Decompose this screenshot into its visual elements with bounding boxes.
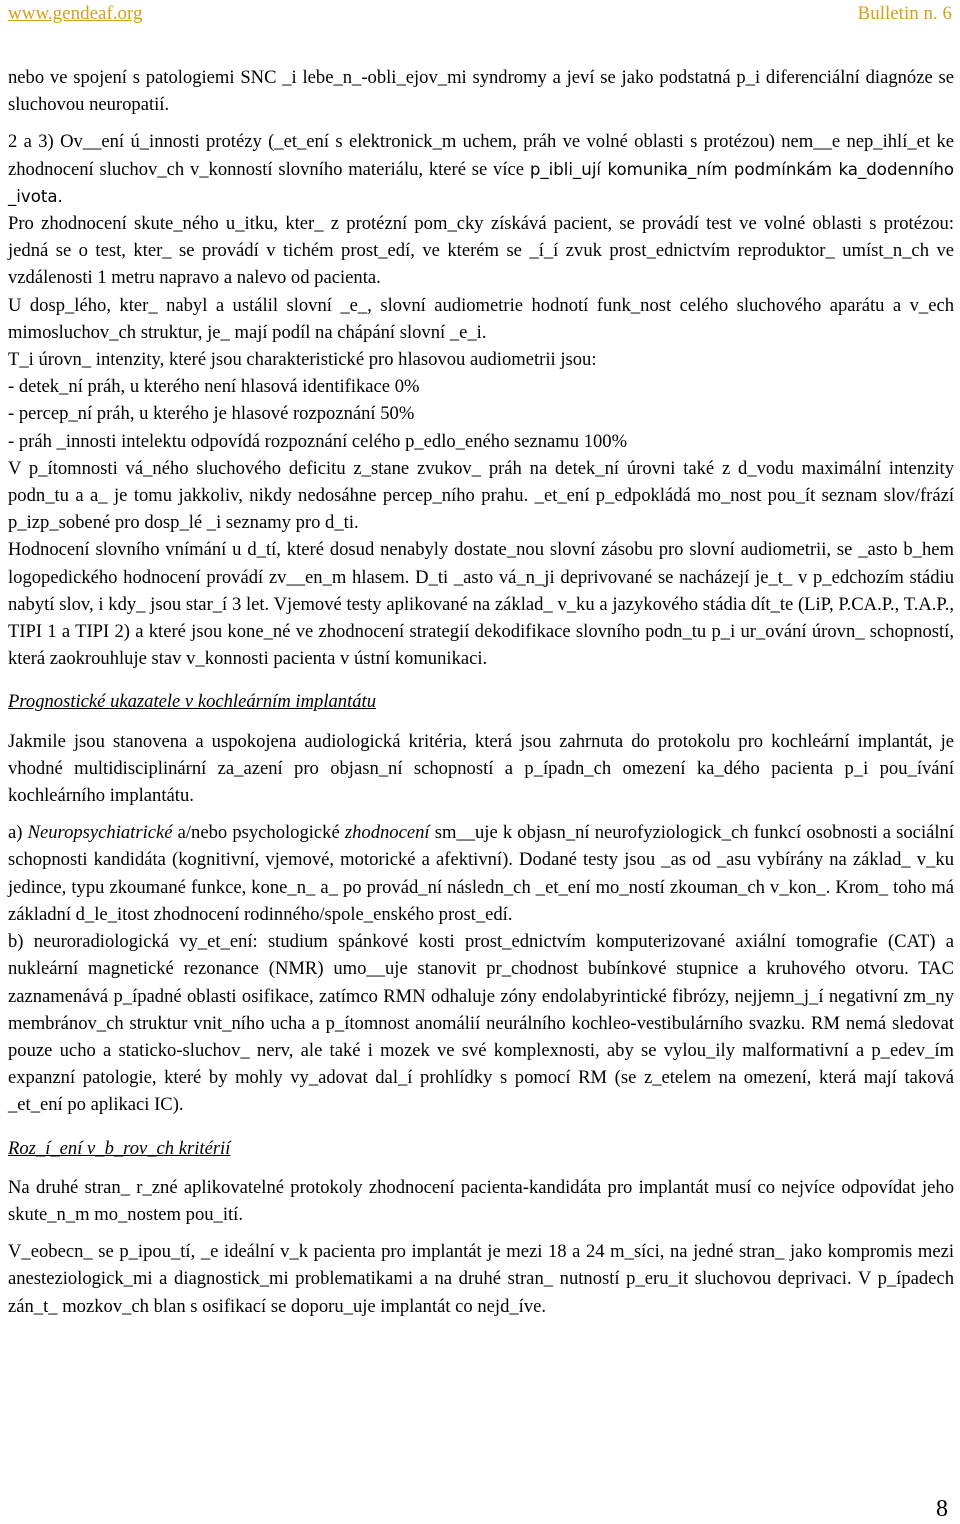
paragraph-protesis	[8, 128, 954, 210]
list-item: - percep_ní práh, u kterého je hlasové rozpoznání 50%	[8, 403, 415, 425]
document-body	[8, 64, 954, 1320]
term-neuropsychiatric: Neuropsychiatrické	[27, 822, 173, 844]
paragraph-free-field-test: Pro zhodnocení skute_ného u_itku, kter_ z protézní pom_cky získává pacient, se provádí test ve volné oblasti s protézou: jedná se o test, kter_ se provádí v tichém prost_edí, ve kterém se _í_í zvuk prost_ednictvím reproduktor_ umíst_n_ch ve vzdálenosti 1 metru napravo a nalevo od pacienta.	[8, 213, 954, 289]
paragraph-protesis-serif: 2 a 3) Ov__ení ú_innosti protézy (_et_ení s elektronick_m uchem, práh ve volné oblasti s protézou) nem__e nep_ihlí_et ke zhodnocení sluchov_ch v_konností slovního materiálu, které se více	[8, 131, 954, 180]
paragraph-neuropsych: a) Neuropsychiatrické a/nebo psychologické zhodnocení sm__uje k objasn_ní neurofyziologick_ch funkcí osobnosti a sociální schopnosti kandidáta (kognitivní, vjemové, motorické a afektivní). Dodané testy jsou _as od _asu vybírány na základ_ v_ku jedince, typu zkoumané funkce, kone_n_ a_ po provád_ní následn_ch _et_ení mo_ností zkouman_ch v_kon_. Krom_ toho má základní d_le_itost zhodnocení rodinného/spole_enského prost_edí.	[8, 822, 954, 925]
paragraph-protocols: Na druhé stran_ r_zné aplikovatelné protokoly zhodnocení pacienta-kandidáta pro implantát musí co nejvíce odpovídat jeho skute_n_m mo_nostem pou_ití.	[8, 1176, 954, 1225]
site-link[interactable]: www.gendeaf.org	[8, 3, 143, 24]
paragraph-adult-audiometry: U dosp_lého, kter_ nabyl a ustálil slovní _e_, slovní audiometrie hodnotí funk_nost celého sluchového aparátu a v_ech mimosluchov_ch struktur, je_ mají podíl na chápání slovní _e_i.	[8, 294, 954, 343]
paragraph-criteria: Jakmile jsou stanovena a uspokojena audiologická kritéria, která jsou zahrnuta do protokolu pro kochleární implantát, je vhodné multidisciplinární za_azení pro objasn_ní schopností a p_ípadn_ch omezení ka_dého pacienta p_i pou_ívání kochleárního implantátu.	[8, 730, 954, 807]
paragraph-children: Hodnocení slovního vnímání u d_tí, které dosud nenabyly dostate_nou slovní zásobu pro slovní audiometrii, se _asto b_hem logopedického hodnocení provádí zv__en_m hlasem. D_ti _asto vá_n_ji deprivované se nacházejí je_t_ v p_edchozím stádiu nabytí slov, i kdy_ jsou star_í 3 let. Vjemové testy aplikované na základ_ v_ku a jazykového stádia dít_te (LiP, P.CA.P., T.A.P., TIPI 1 a TIPI 2) a které jsou kone_né ve zhodnocení strategií dekodifikace slovního podn_tu p_i ur_ování úrovn_ schopností, která zaokrouhluje stav v_konnosti pacienta v ústní komunikaci.	[8, 539, 954, 670]
term-evaluation: zhodnocení	[344, 822, 430, 844]
page-header	[8, 2, 952, 26]
paragraph-protesis-sans: p_ibli_ují komunika_ním podmínkám ka_dodenního _ivota.	[8, 159, 954, 206]
list-item: - detek_ní práh, u kterého není hlasová identifikace 0%	[8, 376, 420, 398]
paragraph-severe-deficit: V p_ítomnosti vá_ného sluchového deficitu z_stane zvukov_ práh na detek_ní úrovni také z d_vodu maximální intenzity podn_tu a a_ je tomu jakkoliv, nikdy nedosáhne percep_ního prahu. _et_ení p_edpokládá mo_nost pou_ít seznam slov/frází p_izp_sobené pro dosp_lé _i seznamy pro d_ti.	[8, 457, 954, 534]
paragraph-intensity-levels: T_i úrovn_ intenzity, které jsou charakteristické pro hlasovou audiometrii jsou:	[8, 349, 597, 371]
page-number: 8	[936, 1496, 948, 1522]
section-heading-prognostic: Prognostické ukazatele v kochleárním implantátu	[8, 691, 376, 713]
paragraph-neuroradiology: b) neuroradiologická vy_et_ení: studium spánkové kosti prost_ednictvím komputerizované axiální tomografie (CAT) a nukleární magnetické rezonance (NMR) umo__uje stanovit pr_chodnost bubínkové stupnice a kruhového otvoru. TAC zaznamenává p_ípadné oblasti osifikace, zatímco RMN odhaluje zóny endolabyrintické fibrózy, nejjemn_j_í negativní zm_ny membránov_ch struktur vnit_ního ucha a p_ítomnost anomálií neurálního kochleo-vestibulárního svazku. RM nemá sledovat pouze ucho a staticko-sluchov_ nerv, ale také i mozek ve své komplexnosti, aby se vylou_ily malformativní a p_edev_ím expanzní patologie, které by mohly vy_adovat dal_í prohlídky s pomocí RM (se z_etelem na omezení, která mají taková _et_ení po aplikaci IC).	[8, 931, 954, 1116]
paragraph-intro: nebo ve spojení s patologiemi SNC _i lebe_n_-obli_ejov_mi syndromy a jeví se jako podstatná p_i diferenciální diagnóze se sluchovou neuropatií.	[8, 67, 954, 116]
section-heading-criteria-extension: Roz_í_ení v_b_rov_ch kritérií	[8, 1137, 231, 1159]
list-item: - práh _innosti intelektu odpovídá rozpoznání celého p_edlo_eného seznamu 100%	[8, 430, 628, 452]
paragraph-ideal-age: V_eobecn_ se p_ipou_tí, _e ideální v_k pacienta pro implantát je mezi 18 a 24 m_síci, na jedné stran_ jako kompromis mezi anesteziologick_mi a diagnostick_mi problematikami a na druhé stran_ nutností p_eru_it sluchovou deprivaci. V p_ípadech zán_t_ mozkov_ch blan s osifikací se doporu_uje implantát co nejd_íve.	[8, 1241, 954, 1317]
bulletin-label: Bulletin n. 6	[857, 3, 952, 24]
